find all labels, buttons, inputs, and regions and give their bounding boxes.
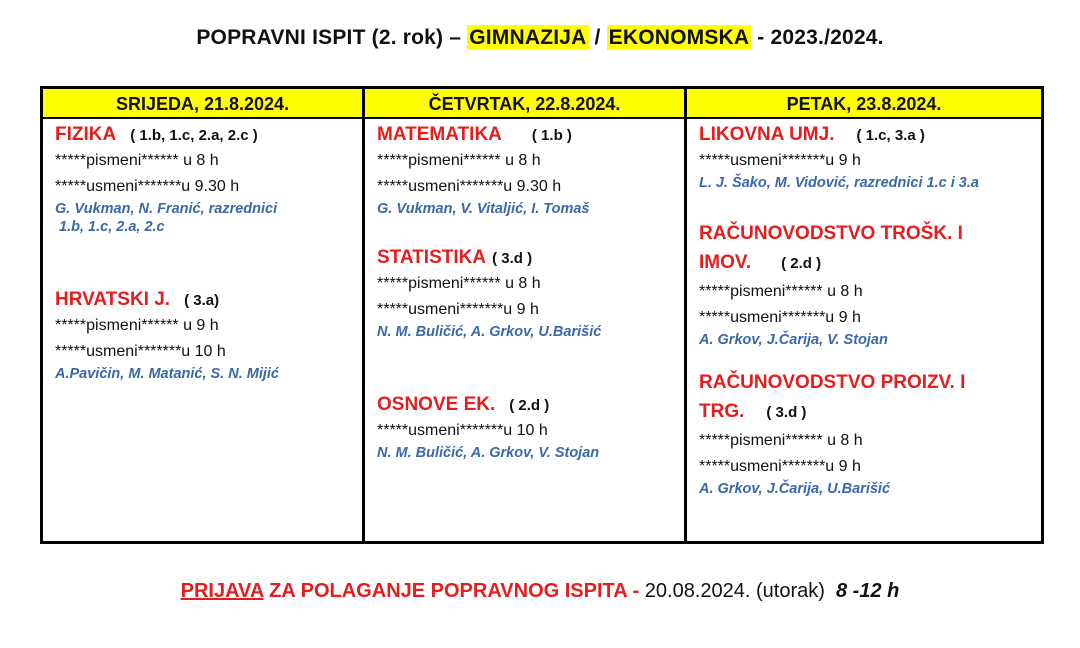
oral-exam-time: *****usmeni*******u 9 h [699,309,861,326]
exam-block [377,246,674,341]
registration-note [0,580,1080,603]
footer-time: 8 -12 h [836,580,900,602]
oral-exam-time: *****usmeni*******u 9.30 h [377,178,562,195]
exam-classes: ( 1.b, 1.c, 2.a, 2.c ) [130,127,258,144]
exam-staff: G. Vukman, V. Vitaljić, I. Tomaš [377,201,590,217]
exam-classes: ( 1.b ) [531,127,572,144]
exam-block [55,288,352,383]
exam-staff: G. Vukman, N. Franić, razrednici [55,201,278,217]
exam-block [377,393,674,462]
written-exam-time: *****pismeni****** u 8 h [55,152,219,169]
written-exam-time: *****pismeni****** u 8 h [699,432,863,449]
oral-exam-time: *****usmeni*******u 9.30 h [55,178,240,195]
exam-block [377,123,674,218]
exam-staff: N. M. Buličić, A. Grkov, U.Barišić [377,324,602,340]
exam-block [699,220,1031,349]
day-header: ČETVRTAK, 22.8.2024. [365,89,684,119]
exam-subject: HRVATSKI J. ( 3.a) [55,289,220,310]
oral-exam-time: *****usmeni*******u 9 h [699,458,861,475]
written-exam-time: *****pismeni****** u 8 h [699,283,863,300]
title-ekonomska: EKONOMSKA [608,26,750,49]
footer-date: 20.08.2024. (utorak) [644,580,836,602]
page-title [0,26,1080,50]
exam-classes: ( 3.d ) [766,404,807,421]
title-gimnazija: GIMNAZIJA [469,26,587,49]
exam-subject: RAČUNOVODSTVO PROIZV. I [699,372,966,393]
exam-classes: ( 1.c, 3.a ) [856,127,925,144]
exam-subject: OSNOVE EK. ( 2.d ) [377,394,550,415]
schedule-table [40,86,1044,544]
exam-subject: MATEMATIKA ( 1.b ) [377,124,572,145]
oral-exam-time: *****usmeni*******u 9 h [377,301,539,318]
footer-dash: - [626,580,645,602]
title-slash: / [588,26,607,49]
exam-block [699,369,1031,498]
exam-subject-cont: TRG. ( 3.d ) [699,401,807,422]
exam-block [55,123,352,236]
written-exam-time: *****pismeni****** u 8 h [377,152,541,169]
day-column-friday [687,89,1041,541]
exam-subject: LIKOVNA UMJ. ( 1.c, 3.a ) [699,124,925,145]
oral-exam-time: *****usmeni*******u 9 h [699,152,861,169]
written-exam-time: *****pismeni****** u 8 h [377,275,541,292]
day-column-wednesday [43,89,365,541]
exam-staff: A.Pavičin, M. Matanić, S. N. Mijić [55,366,279,382]
exam-classes: ( 2.d ) [781,255,822,272]
exam-staff: A. Grkov, J.Čarija, V. Stojan [699,332,888,348]
exam-subject: FIZIKA ( 1.b, 1.c, 2.a, 2.c ) [55,124,258,145]
title-suffix: - 2023./2024. [751,26,884,49]
exam-classes: ( 3.a) [184,292,220,309]
exam-staff: A. Grkov, J.Čarija, U.Barišić [699,481,891,497]
exam-block [699,123,1031,192]
exam-subject: RAČUNOVODSTVO TROŠK. I [699,223,963,244]
exam-staff: L. J. Šako, M. Vidović, razrednici 1.c i 3.a [699,175,979,191]
written-exam-time: *****pismeni****** u 9 h [55,317,219,334]
day-header: SRIJEDA, 21.8.2024. [43,89,362,119]
exam-staff-cont: 1.b, 1.c, 2.a, 2.c [55,219,165,235]
title-prefix: POPRAVNI ISPIT (2. rok) – [196,26,468,49]
day-column-thursday [365,89,687,541]
oral-exam-time: *****usmeni*******u 10 h [377,422,548,439]
day-header: PETAK, 23.8.2024. [687,89,1041,119]
footer-headline: ZA POLAGANJE POPRAVNOG ISPITA [263,580,627,602]
exam-subject: STATISTIKA ( 3.d ) [377,247,533,268]
exam-subject-cont: IMOV. ( 2.d ) [699,252,822,273]
footer-prijava: PRIJAVA [180,580,264,602]
exam-staff: N. M. Buličić, A. Grkov, V. Stojan [377,445,600,461]
oral-exam-time: *****usmeni*******u 10 h [55,343,226,360]
exam-classes: ( 2.d ) [509,397,550,414]
exam-classes: ( 3.d ) [492,250,533,267]
